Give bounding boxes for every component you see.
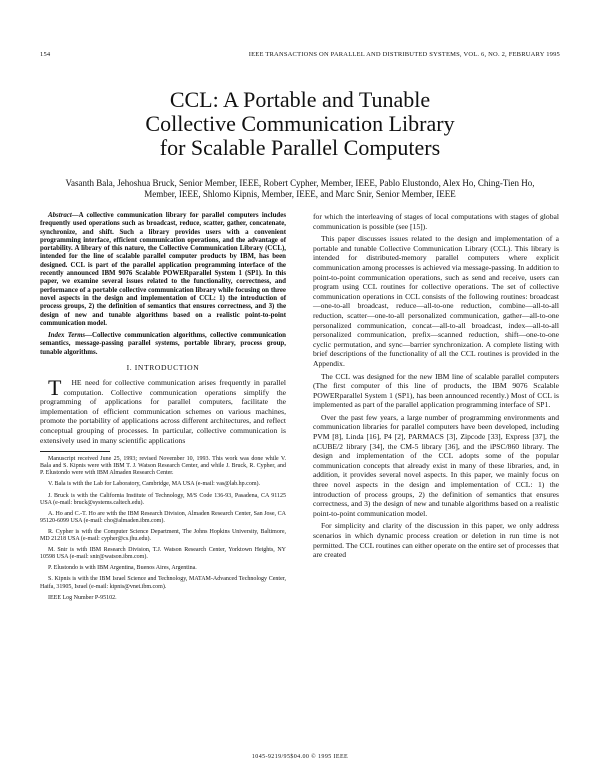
footnote: IEEE Log Number P-95102. — [48, 594, 117, 601]
left-column — [40, 212, 286, 606]
index-terms-text: Collective communication algorithms, collective communication semantics, message-passing parallel systems, portable library, process group, tunable algorithms. — [40, 332, 286, 356]
footnote: J. Bruck is with the California Institute of Technology, M/S Code 136-93, Pasadena, CA 91125 USA (e-mail: bruck@systems.caltech.edu). — [40, 492, 286, 506]
author-list: Vasanth Bala, Jehoshua Bruck, Senior Member, IEEE, Robert Cypher, Member, IEEE, Pablo Elustondo, Alex Ho, Ching-Tien Ho, Member, IEEE, Shlomo Kipnis, Member, IEEE, and Marc Snir, Senior Member, IEEE — [65, 178, 535, 199]
body-paragraph: The CCL was designed for the new IBM line of scalable parallel computers (The first computer of this line of products, the IBM 9076 Scalable POWERparallel System 1 (SP1), has been announced recently.) Most of CCL is implemented as part of the parallel application programming interface of SP1. — [313, 371, 559, 410]
body-paragraph: This paper discusses issues related to the design and implementation of a portable and tunable Collective Communication Library (CCL). This library is intended for distributed-memory parallel computers where explicit communication among processes is achieved via message-passing. In addition to point-to-point communication operations, such as send and receive, users can program using CCL routines for collective operations. The set of collective communication operations in CCL consists of the following routines: broadcast—one-to-all broadcast, reduce—all-to-one reduction, combine—all-to-all reduction, scatter—one-to-all personalized communication, gather—all-to-one personalized communication, concat—all-to-all broadcast, index—all-to-all personalized communication, prefix—scanned reduction, shift—one-to-one cyclic permutation, and sync—barrier synchronization. A complete listing with brief descriptions of the functionality of all the CCL routines is provided in the Appendix. — [313, 234, 559, 368]
body-paragraph: For simplicity and clarity of the discussion in this paper, we only address scenarios in which dynamic process creation or deletion in run time is not permitted. The CCL routines can either operate on the entire set of processes that are created — [313, 521, 559, 560]
abstract-text: A collective communication library for parallel computers includes frequently used operations such as broadcast, reduce, scatter, gather, concatenate, synchronize, and shift. Such a library provides users with a convenient programming interface, efficient communication operations, and the advantage of portability. A library of this nature, the Collective Communication Library (CCL), intended for the line of scalable parallel computer products by IBM, has been designed. CCL is part of the parallel application programming interface of the recently announced IBM 9076 Scalable POWERparallel System 1 (SP1). In this paper, we examine several issues related to the functionality, correctness, and performance of a portable collective communication library while focusing on three novel aspects in the design and implementation of CCL: 1) the introduction of process groups, 2) the definition of semantics that ensures correctness, and 3) the design of new and tunable algorithms based on a realistic point-to-point communication model. — [40, 212, 286, 327]
title-line: for Scalable Parallel Computers — [159, 135, 441, 160]
page-number: 154 — [40, 51, 51, 58]
drop-cap: T — [48, 375, 62, 401]
abstract-lead: Abstract— — [48, 212, 79, 219]
intro-text: HE need for collective communication arises frequently in parallel computation. Collective communication operations simplify the programming of applications for parallel computers, facilitate the implementation of efficient communication schemes on various machines, promote the portability of applications across different architectures, and reflect conceptual grouping of processes. In particular, collective communication is extensively used in many scientific applications — [40, 378, 286, 445]
body-paragraph: for which the interleaving of stages of local computations with stages of global communication is possible (see [15]). — [313, 212, 559, 231]
title-line: CCL: A Portable and Tunable — [169, 87, 431, 112]
title-line: Collective Communication Library — [145, 111, 455, 136]
index-terms-lead: Index Terms— — [48, 332, 92, 340]
right-column — [313, 212, 559, 563]
footnote: P. Elustondo is with IBM Argentina, Buenos Aires, Argentina. — [48, 565, 197, 572]
page-footer: 1045-9219/95$04.00 © 1995 IEEE — [251, 754, 349, 760]
footnote: A. Ho and C.-T. Ho are with the IBM Research Division, Almaden Research Center, San Jose, CA 95120-6099 USA (e-mail: cho@almaden.ibm.com). — [40, 510, 286, 524]
paper-title — [40, 88, 560, 160]
footnote: Manuscript received June 25, 1993; revised November 10, 1993. This work was done while V. Bala and S. Kipnis were with IBM T. J. Watson Research Center, and while J. Bruck, R. Cypher, and P. Elustondo were with IBM Almaden Research Center. — [40, 456, 286, 477]
footnote-rule — [40, 451, 110, 452]
footnote: V. Bala is with the Lab for Laboratory, Cambridge, MA USA (e-mail: vas@lab.hp.com). — [48, 481, 260, 488]
footnote: S. Kipnis is with the IBM Israel Science and Technology, MATAM-Advanced Technology Center, Haifa, 31905, Israel (e-mail: kipnis@vnet.ibm.com). — [40, 576, 286, 590]
body-paragraph: Over the past few years, a large number of programming environments and communication libraries for parallel computers have been developed, including PVM [8], Linda [16], P4 [2], PARMACS [3], Zipcode [33], Express [37], the nCUBE/2 library [34], the CM-5 library [36], and the iPSC/860 library. The design and implementation of the CCL adopts some of the popular communication concepts that already exist in many of these libraries, and, in addition, it provides several novel aspects. In this paper, we mainly focus on three novel aspects in the design and implementation of CCL: 1) the introduction of process groups, 2) the definition of semantics that ensures correctness, and 3) the design of new and tunable algorithms based on a realistic point-to-point communication model. — [313, 412, 559, 518]
abstract — [40, 212, 286, 328]
section-heading: I. INTRODUCTION — [126, 363, 200, 373]
footnote: R. Cypher is with the Computer Science Department, The Johns Hopkins University, Baltimore, MD 21218 USA (e-mail: cypher@cs.jhu.edu). — [40, 528, 286, 543]
index-terms — [40, 332, 286, 357]
intro-paragraph — [40, 375, 286, 445]
running-header — [40, 51, 560, 61]
running-head: IEEE TRANSACTIONS ON PARALLEL AND DISTRIBUTED SYSTEMS, VOL. 6, NO. 2, FEBRUARY 1995 — [248, 51, 560, 58]
footnote: M. Snir is with IBM Research Division, T.J. Watson Research Center, Yorktown Heights, NY 10598 USA (e-mail: snir@watson.ibm.com). — [40, 547, 286, 561]
